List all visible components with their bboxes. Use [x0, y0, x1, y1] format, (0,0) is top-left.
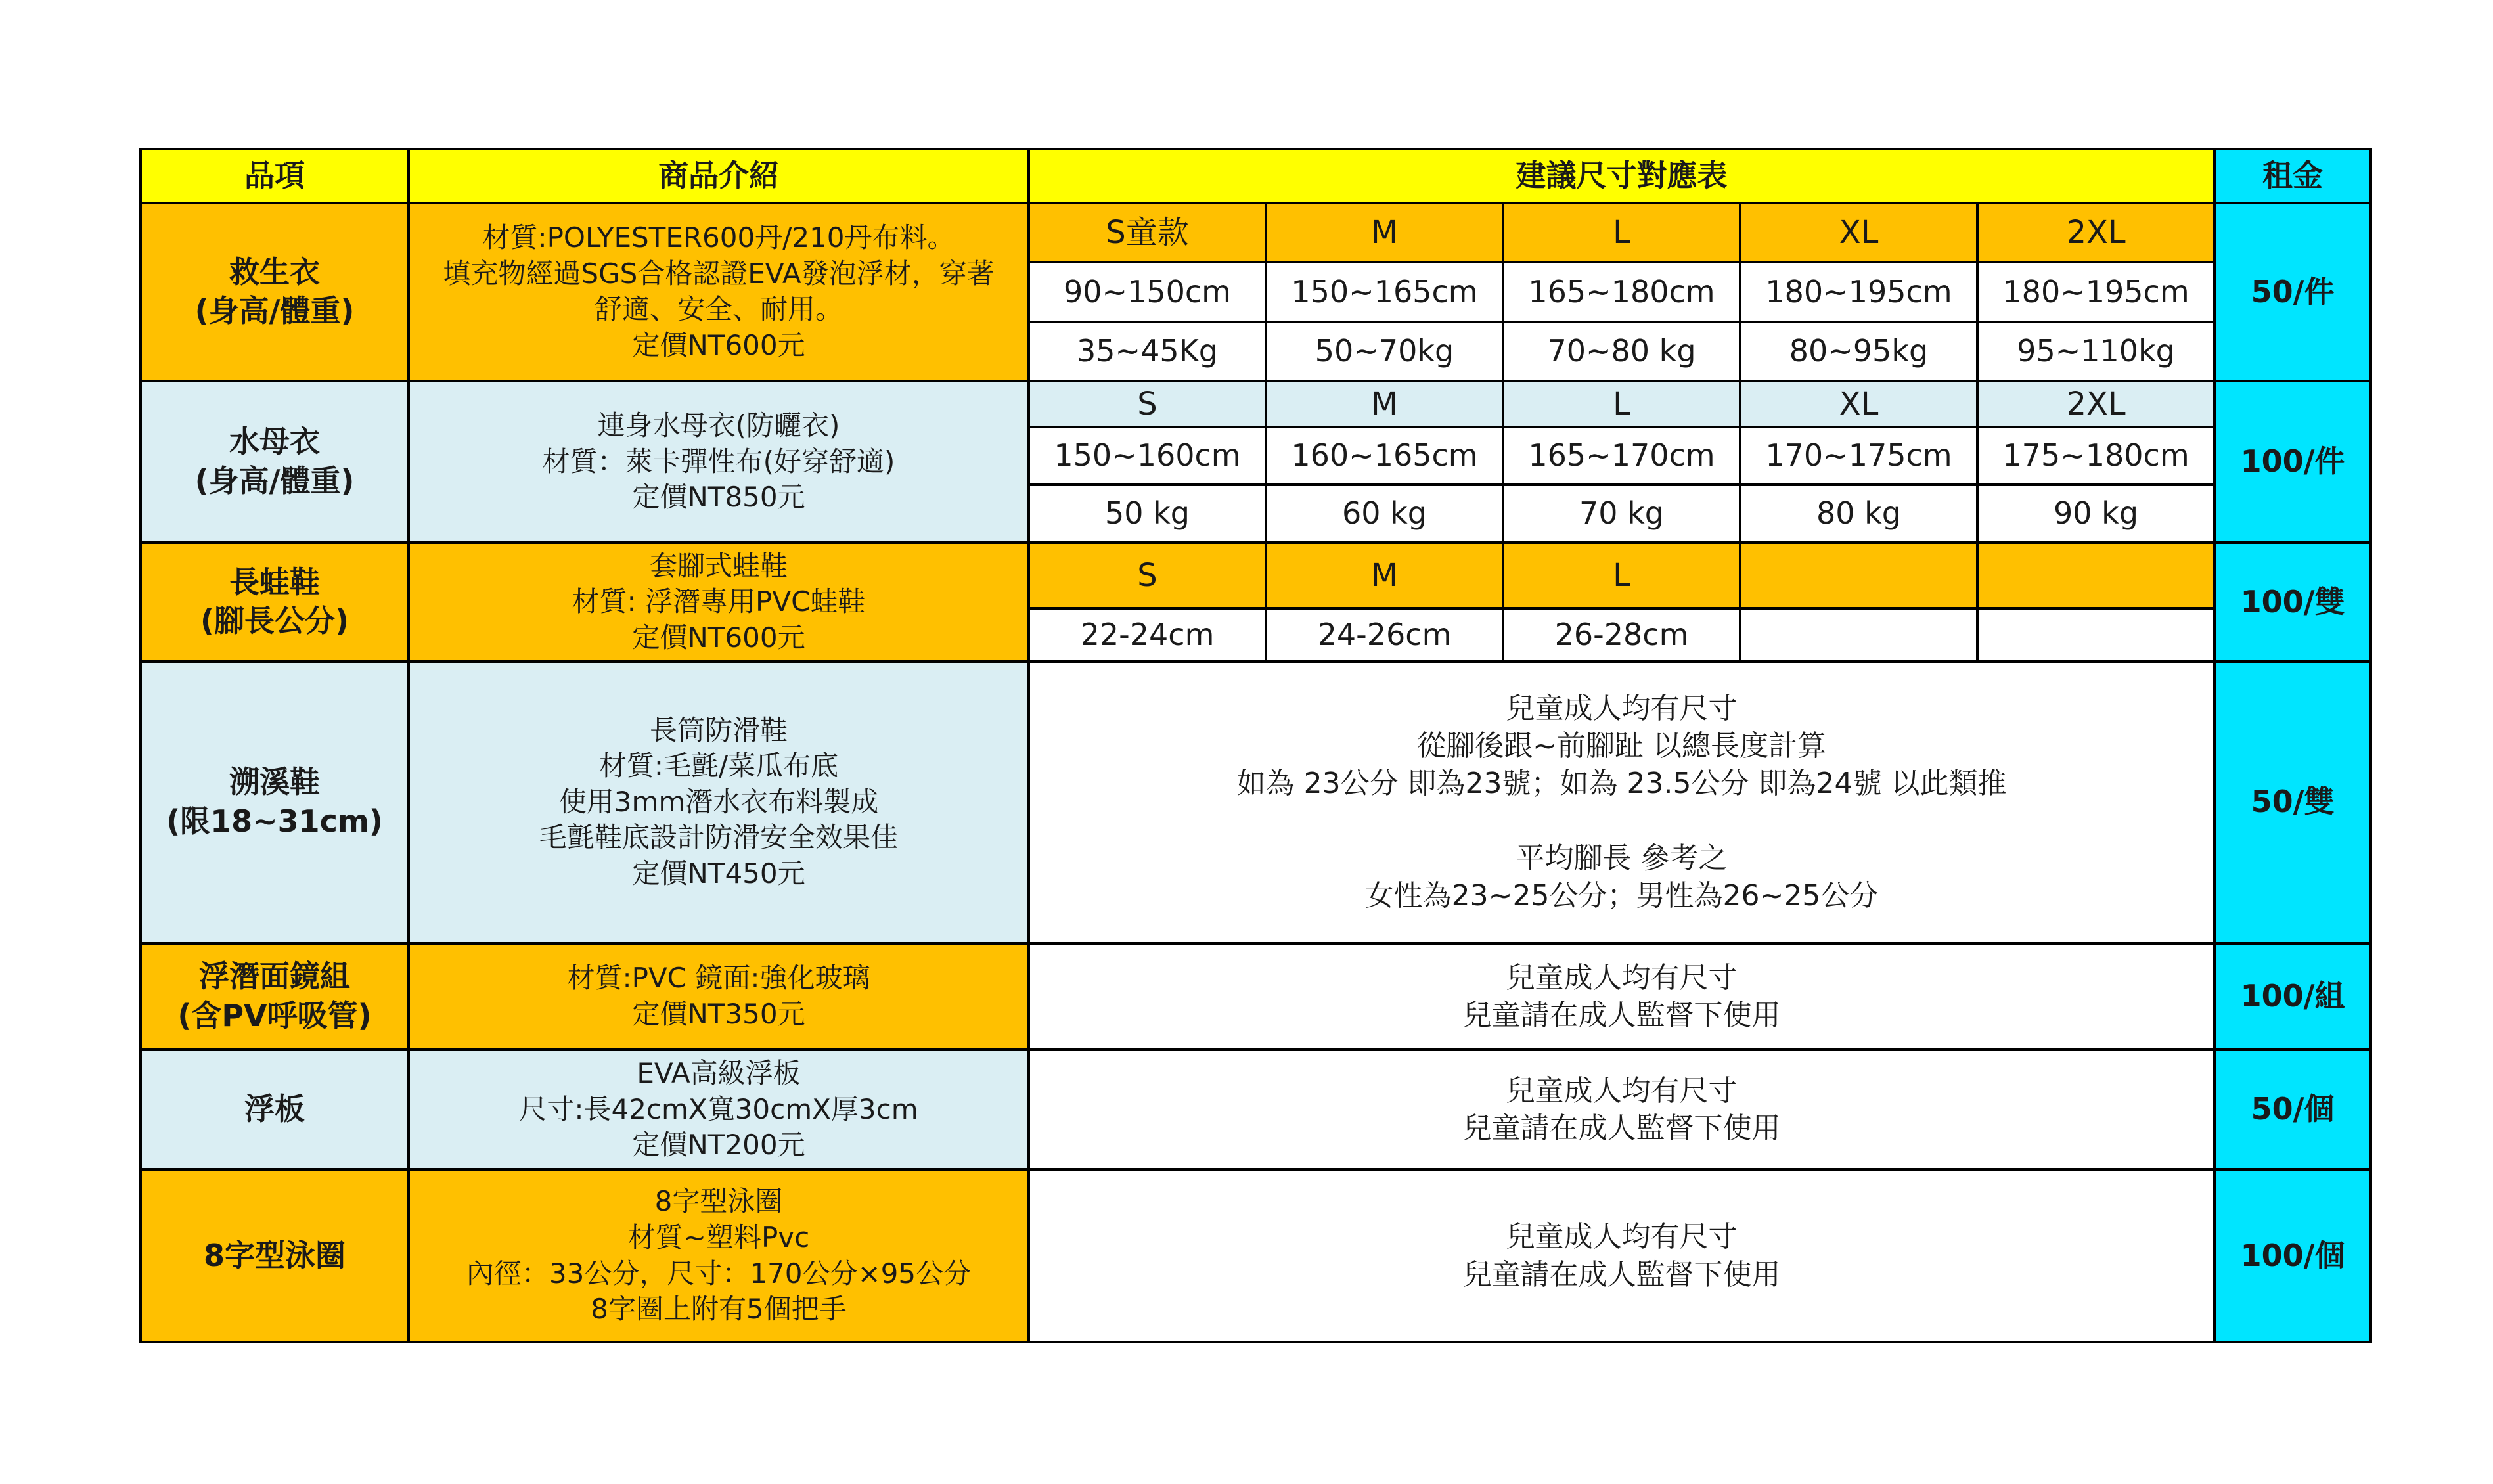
header-size-chart: 建議尺寸對應表 [1029, 149, 2214, 203]
item-name: 救生衣 (身高/體重) [141, 203, 409, 381]
size-label: S [1029, 543, 1266, 608]
size-note: 兒童成人均有尺寸 兒童請在成人監督下使用 [1029, 1169, 2214, 1342]
item-intro: 材質:PVC 鏡面:強化玻璃 定價NT350元 [409, 943, 1029, 1050]
size-label: L [1503, 381, 1740, 427]
table-row [141, 1050, 2371, 1169]
height-cell: 175~180cm [1977, 427, 2214, 485]
table-row [141, 1169, 2371, 1342]
length-cell [1977, 608, 2214, 661]
header-row [141, 149, 2371, 203]
height-cell: 150~160cm [1029, 427, 1266, 485]
weight-cell: 35~45Kg [1029, 322, 1266, 381]
item-name: 長蛙鞋 (腳長公分) [141, 543, 409, 661]
height-cell: 170~175cm [1740, 427, 1977, 485]
size-label: S [1029, 381, 1266, 427]
size-label: XL [1740, 203, 1977, 262]
table-row [141, 662, 2371, 943]
item-intro: EVA高級浮板 尺寸:長42cmX寬30cmX厚3cm 定價NT200元 [409, 1050, 1029, 1169]
size-label: M [1266, 543, 1503, 608]
height-cell: 180~195cm [1740, 262, 1977, 321]
size-label: L [1503, 543, 1740, 608]
item-name: 浮板 [141, 1050, 409, 1169]
size-label [1977, 543, 2214, 608]
item-name: 水母衣 (身高/體重) [141, 381, 409, 543]
header-item: 品項 [141, 149, 409, 203]
height-cell: 165~170cm [1503, 427, 1740, 485]
height-cell: 150~165cm [1266, 262, 1503, 321]
weight-cell: 90 kg [1977, 485, 2214, 543]
size-note: 兒童成人均有尺寸 從腳後跟~前腳趾 以總長度計算 如為 23公分 即為23號；如為 23.5公分 即為24號 以此類推 平均腳長 參考之 女性為23~25公分；男性為26~25公分 [1029, 662, 2214, 943]
header-intro: 商品介紹 [409, 149, 1029, 203]
item-intro: 8字型泳圈 材質~塑料Pvc 內徑：33公分，尺寸：170公分×95公分 8字圈上附有5個把手 [409, 1169, 1029, 1342]
length-cell: 22-24cm [1029, 608, 1266, 661]
weight-cell: 70~80 kg [1503, 322, 1740, 381]
size-note: 兒童成人均有尺寸 兒童請在成人監督下使用 [1029, 1050, 2214, 1169]
height-cell: 90~150cm [1029, 262, 1266, 321]
weight-cell: 60 kg [1266, 485, 1503, 543]
height-cell: 160~165cm [1266, 427, 1503, 485]
rent-price: 50/件 [2214, 203, 2371, 381]
size-label: XL [1740, 381, 1977, 427]
weight-cell: 80~95kg [1740, 322, 1977, 381]
item-intro: 材質:POLYESTER600丹/210丹布料。 填充物經過SGS合格認證EVA發泡浮材，穿著 舒適、安全、耐用。 定價NT600元 [409, 203, 1029, 381]
size-label: 2XL [1977, 381, 2214, 427]
weight-cell: 50 kg [1029, 485, 1266, 543]
weight-cell: 70 kg [1503, 485, 1740, 543]
item-intro: 套腳式蛙鞋 材質: 浮潛專用PVC蛙鞋 定價NT600元 [409, 543, 1029, 661]
size-label: S童款 [1029, 203, 1266, 262]
weight-cell: 50~70kg [1266, 322, 1503, 381]
weight-cell: 95~110kg [1977, 322, 2214, 381]
rent-price: 100/雙 [2214, 543, 2371, 661]
weight-cell: 80 kg [1740, 485, 1977, 543]
rent-price: 100/個 [2214, 1169, 2371, 1342]
size-label: M [1266, 203, 1503, 262]
item-name: 溯溪鞋 (限18~31cm) [141, 662, 409, 943]
rent-price: 50/雙 [2214, 662, 2371, 943]
rental-price-table [139, 148, 2372, 1343]
table-row [141, 943, 2371, 1050]
size-label: M [1266, 381, 1503, 427]
table-row [141, 543, 2371, 608]
length-cell: 26-28cm [1503, 608, 1740, 661]
length-cell [1740, 608, 1977, 661]
height-cell: 180~195cm [1977, 262, 2214, 321]
item-intro: 連身水母衣(防曬衣) 材質：萊卡彈性布(好穿舒適) 定價NT850元 [409, 381, 1029, 543]
size-note: 兒童成人均有尺寸 兒童請在成人監督下使用 [1029, 943, 2214, 1050]
size-label: L [1503, 203, 1740, 262]
length-cell: 24-26cm [1266, 608, 1503, 661]
table-row [141, 203, 2371, 262]
item-name: 浮潛面鏡組 (含PV呼吸管) [141, 943, 409, 1050]
rent-price: 50/個 [2214, 1050, 2371, 1169]
item-name: 8字型泳圈 [141, 1169, 409, 1342]
header-rent: 租金 [2214, 149, 2371, 203]
item-intro: 長筒防滑鞋 材質:毛氈/菜瓜布底 使用3mm潛水衣布料製成 毛氈鞋底設計防滑安全效果佳 定價NT450元 [409, 662, 1029, 943]
rent-price: 100/組 [2214, 943, 2371, 1050]
height-cell: 165~180cm [1503, 262, 1740, 321]
size-label: 2XL [1977, 203, 2214, 262]
size-label [1740, 543, 1977, 608]
table-row [141, 381, 2371, 427]
rent-price: 100/件 [2214, 381, 2371, 543]
